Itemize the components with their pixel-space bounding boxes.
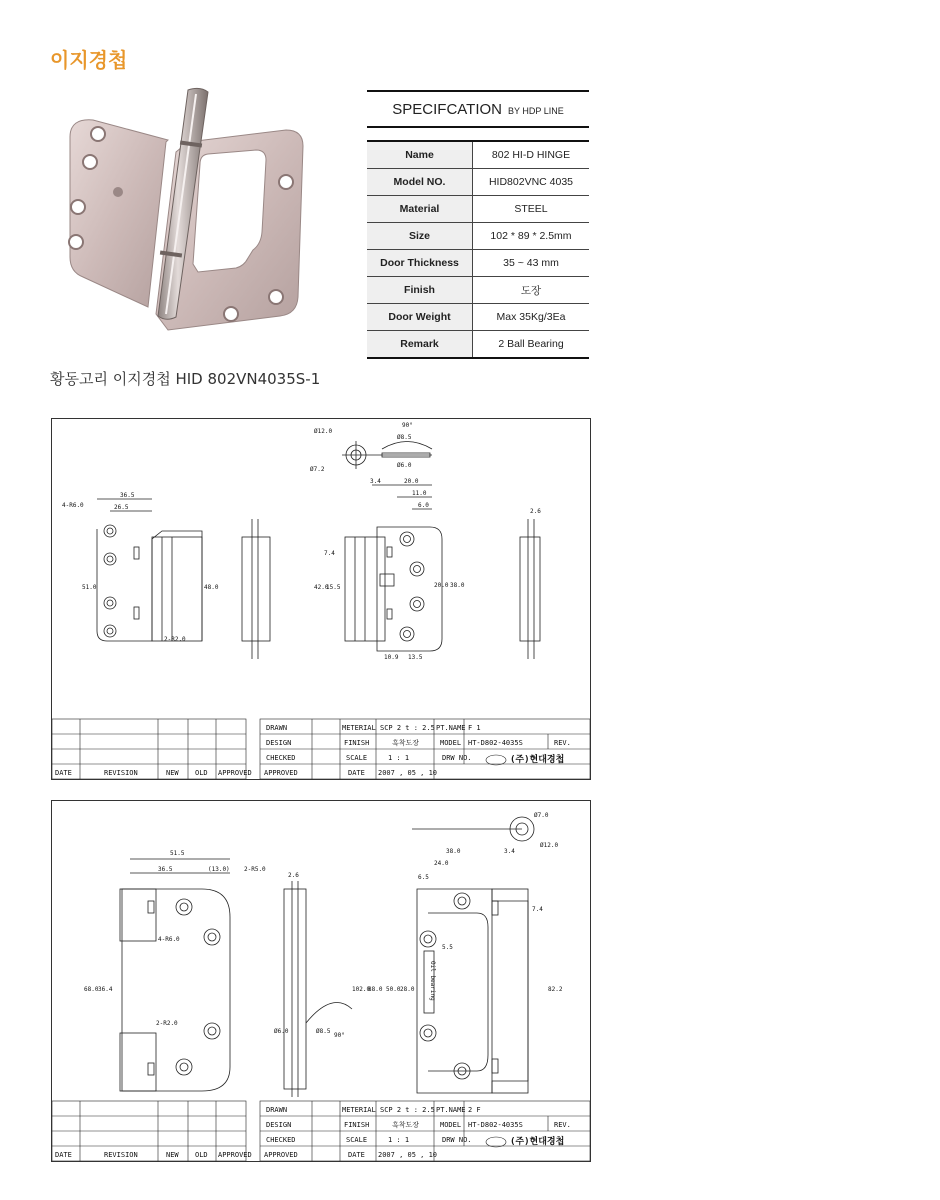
tb-checked: CHECKED xyxy=(266,1136,296,1144)
dim: 50.0 xyxy=(386,986,401,993)
spec-key: Remark xyxy=(367,331,473,359)
tb-ptname-val: F 1 xyxy=(468,724,481,732)
tb-approved-col: APPROVED xyxy=(218,769,252,777)
dim: 102.0 xyxy=(352,986,371,993)
dim: 5.5 xyxy=(442,944,453,951)
tb-drw: DRW NO. xyxy=(442,754,472,762)
spec-value: HID802VNC 4035 xyxy=(473,169,590,196)
dim: 51.0 xyxy=(82,584,97,591)
tb-model: MODEL xyxy=(440,739,462,747)
hinge-photo xyxy=(48,82,318,342)
dim: 38.0 xyxy=(450,582,465,589)
dim: 6.0 xyxy=(418,502,429,509)
spec-row xyxy=(367,277,589,304)
dim: Ø12.0 xyxy=(540,842,559,849)
dim: 2.6 xyxy=(288,872,299,879)
tb-model: MODEL xyxy=(440,1121,462,1129)
tb-drw: DRW NO. xyxy=(442,1136,472,1144)
tb-rev: REV. xyxy=(554,1121,571,1129)
technical-drawing-1 xyxy=(51,418,591,780)
tb-scale: SCALE xyxy=(346,1136,368,1144)
tb-date: DATE xyxy=(348,1151,365,1159)
spec-value: 2 Ball Bearing xyxy=(473,331,590,359)
tb-meterial: METERIAL xyxy=(342,1106,376,1114)
tb-old-col: OLD xyxy=(195,769,208,777)
dim: 2.6 xyxy=(530,508,541,515)
spec-row xyxy=(367,141,589,169)
tb-ptname-val: 2 F xyxy=(468,1106,481,1114)
tb-scale-val: 1 : 1 xyxy=(388,1136,410,1144)
tb-finish: FINISH xyxy=(344,1121,370,1129)
tb-new-col: NEW xyxy=(166,1151,179,1159)
dim: 10.9 xyxy=(384,654,399,661)
dim: Ø7.0 xyxy=(534,812,549,819)
dim: 2-R2.0 xyxy=(156,1020,178,1027)
tb-checked: CHECKED xyxy=(266,754,296,762)
spec-key: Size xyxy=(367,223,473,250)
spec-key: Door Thickness xyxy=(367,250,473,277)
tb-company: (주)현대경첩 xyxy=(510,755,565,765)
spec-heading-title: SPECIFCATION xyxy=(392,100,503,118)
dim: Ø12.0 xyxy=(314,428,333,435)
dim: 6.5 xyxy=(418,874,429,881)
dim: 3.4 xyxy=(504,848,515,855)
tb-meterial-val: SCP 2 t : 2.5 xyxy=(380,1106,435,1114)
tb-finish: FINISH xyxy=(344,739,370,747)
dim: Ø6.0 xyxy=(397,462,412,469)
tb-date-val: 2007 , 05 , 10 xyxy=(378,769,438,777)
tb-company: (주)현대경첩 xyxy=(510,1137,565,1147)
dim: 13.5 xyxy=(408,654,423,661)
dim: 82.2 xyxy=(548,986,563,993)
dim: 24.0 xyxy=(434,860,449,867)
spec-row xyxy=(367,250,589,277)
dim: 4-R6.0 xyxy=(62,502,84,509)
dim: Ø7.2 xyxy=(310,466,325,473)
spec-key: Material xyxy=(367,196,473,223)
dim: (13.0) xyxy=(208,866,230,873)
dim: 7.4 xyxy=(532,906,543,913)
tb-approved: APPROVED xyxy=(264,1151,298,1159)
spec-value: STEEL xyxy=(473,196,590,223)
dim: 38.0 xyxy=(446,848,461,855)
spec-value: 도장 xyxy=(473,277,590,304)
tb-finish-val: 흑착도장 xyxy=(392,739,420,747)
dim: Oil bearing xyxy=(429,961,436,1001)
dim: 48.0 xyxy=(204,584,219,591)
spec-heading-sub: BY HDP LINE xyxy=(508,105,564,116)
dim: 2-R5.0 xyxy=(244,866,266,873)
spec-value: 102 * 89 * 2.5mm xyxy=(473,223,590,250)
tb-revision-col: REVISION xyxy=(104,1151,138,1159)
tb-ptname: PT.NAME xyxy=(436,1106,466,1114)
spec-row xyxy=(367,169,589,196)
dim: 20.0 xyxy=(404,478,419,485)
spec-row xyxy=(367,223,589,250)
tb-design: DESIGN xyxy=(266,1121,292,1129)
product-caption: 황동고리 이지경첩 HID 802VN4035S-1 xyxy=(50,370,321,388)
dim: 20.0 xyxy=(434,582,449,589)
spec-value: 35 ~ 43 mm xyxy=(473,250,590,277)
spec-key: Door Weight xyxy=(367,304,473,331)
dim: Ø8.5 xyxy=(397,434,412,441)
spec-key: Name xyxy=(367,141,473,169)
tb-date-col: DATE xyxy=(55,769,72,777)
dim: 11.0 xyxy=(412,490,427,497)
tb-rev: REV. xyxy=(554,739,571,747)
dim: Ø6.0 xyxy=(274,1028,289,1035)
tb-drawn: DRAWN xyxy=(266,1106,288,1114)
dim: 15.5 xyxy=(326,584,341,591)
tb-finish-val: 흑착도장 xyxy=(392,1121,420,1129)
dim: 2-R2.0 xyxy=(164,636,186,643)
tb-approved: APPROVED xyxy=(264,769,298,777)
dim: 51.5 xyxy=(170,850,185,857)
spec-heading xyxy=(367,90,589,128)
dim: 36.4 xyxy=(98,986,113,993)
technical-drawing-2 xyxy=(51,800,591,1162)
tb-model-val: HT-D802-4035S xyxy=(468,739,523,747)
tb-model-val: HT-D802-4035S xyxy=(468,1121,523,1129)
tb-revision-col: REVISION xyxy=(104,769,138,777)
spec-row xyxy=(367,304,589,331)
tb-meterial-val: SCP 2 t : 2.5 xyxy=(380,724,435,732)
tb-date: DATE xyxy=(348,769,365,777)
spec-key: Finish xyxy=(367,277,473,304)
tb-meterial: METERIAL xyxy=(342,724,376,732)
dim: 36.5 xyxy=(158,866,173,873)
tb-old-col: OLD xyxy=(195,1151,208,1159)
dim: 28.0 xyxy=(400,986,415,993)
tb-date-col: DATE xyxy=(55,1151,72,1159)
tb-design: DESIGN xyxy=(266,739,292,747)
tb-approved-col: APPROVED xyxy=(218,1151,252,1159)
spec-row xyxy=(367,331,589,359)
dim: 3.4 xyxy=(370,478,381,485)
dim: 4-R6.0 xyxy=(158,936,180,943)
spec-table xyxy=(367,90,589,359)
tb-new-col: NEW xyxy=(166,769,179,777)
tb-ptname: PT.NAME xyxy=(436,724,466,732)
spec-key: Model NO. xyxy=(367,169,473,196)
tb-scale-val: 1 : 1 xyxy=(388,754,410,762)
tb-date-val: 2007 , 05 , 10 xyxy=(378,1151,438,1159)
spec-row xyxy=(367,196,589,223)
page-title: 이지경첩 xyxy=(50,48,128,72)
tb-drawn: DRAWN xyxy=(266,724,288,732)
dim: Ø8.5 xyxy=(316,1028,331,1035)
dim: 88.0 xyxy=(368,986,383,993)
dim: 90° xyxy=(402,422,413,429)
spec-rows xyxy=(367,140,589,359)
spec-value: Max 35Kg/3Ea xyxy=(473,304,590,331)
dim: 36.5 xyxy=(120,492,135,499)
dim: 26.5 xyxy=(114,504,129,511)
dim: 42.0 xyxy=(314,584,329,591)
dim: 7.4 xyxy=(324,550,335,557)
spec-value: 802 HI-D HINGE xyxy=(473,141,590,169)
tb-scale: SCALE xyxy=(346,754,368,762)
dim: 90° xyxy=(334,1032,345,1039)
dim: 68.0 xyxy=(84,986,99,993)
